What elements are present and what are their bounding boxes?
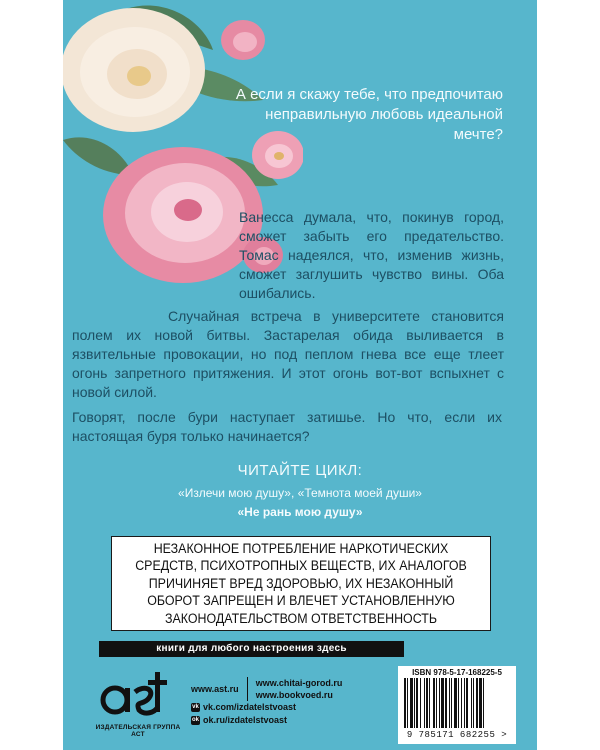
tagline-bar: книги для любого настроения здесь (99, 641, 404, 657)
series-heading: ЧИТАЙТЕ ЦИКЛ: (237, 462, 363, 479)
vk-link: vk.com/izdatelstvoast (203, 702, 297, 712)
series-current-book: «Не рань мою душу» (237, 505, 363, 519)
book-back-cover (63, 0, 537, 750)
barcode-icon (402, 678, 512, 730)
cover-quote: А если я скажу тебе, что предпочитаю неправильную любовь идеальной мечте? (235, 86, 503, 143)
barcode-digits: 9 785171 682255 > (406, 730, 508, 740)
vk-icon: vk (192, 704, 199, 710)
ast-logo (99, 666, 171, 720)
publisher-footer (63, 641, 537, 750)
blurb-paragraph-1: Ванесса думала, что, покинув город, сможет забыть его предательство. Томас надеялся, что, изменив жизнь, сможет заглушить чувство вины. Оба ошибались. (239, 209, 504, 301)
social-links (191, 701, 296, 727)
barcode-block (398, 666, 516, 744)
ok-link: ok.ru/izdatelstvoast (203, 715, 288, 725)
blurb-paragraph-2: Случайная встреча в университете становится полем их новой битвы. Застарелая обида выливается в язвительные провокации, но под пеплом гнева все еще тлеет огонь запретного притяжения. И этот огонь вот-вот вспыхнет с новой силой. (72, 308, 504, 400)
website-links (191, 677, 342, 701)
isbn-number: ISBN 978-5-17-168225-5 (412, 668, 502, 677)
site-chitai-gorod-link: www.chitai-gorod.ru (255, 678, 343, 688)
publisher-name: ИЗДАТЕЛЬСКАЯ ГРУППА АСТ (95, 724, 181, 738)
site-bookvoed-link: www.bookvoed.ru (255, 690, 333, 700)
ok-icon: ok (191, 717, 199, 723)
links-separator (247, 677, 248, 701)
blurb-paragraph-3: Говорят, после бури наступает затишье. Но что, если их настоящая буря только начинается? (72, 409, 502, 444)
legal-warning-text: НЕЗАКОННОЕ ПОТРЕБЛЕНИЕ НАРКОТИЧЕСКИХ СРЕДСТВ, ПСИХОТРОПНЫХ ВЕЩЕСТВ, ИХ АНАЛОГОВ ПРИЧИНЯЕТ ВРЕД ЗДОРОВЬЮ, ИХ НЕЗАКОННЫЙ ОБОРОТ ЗАПРЕЩЕН И ВЛЕЧЕТ УСТАНОВЛЕННУЮ ЗАКОНОДАТЕЛЬСТВОМ ОТВЕТСТВЕННОСТЬ (135, 540, 467, 626)
series-books: «Излечи мою душу», «Темнота моей души» (178, 486, 422, 500)
site-ast-link: www.ast.ru (191, 684, 239, 694)
legal-warning-box (111, 536, 491, 631)
